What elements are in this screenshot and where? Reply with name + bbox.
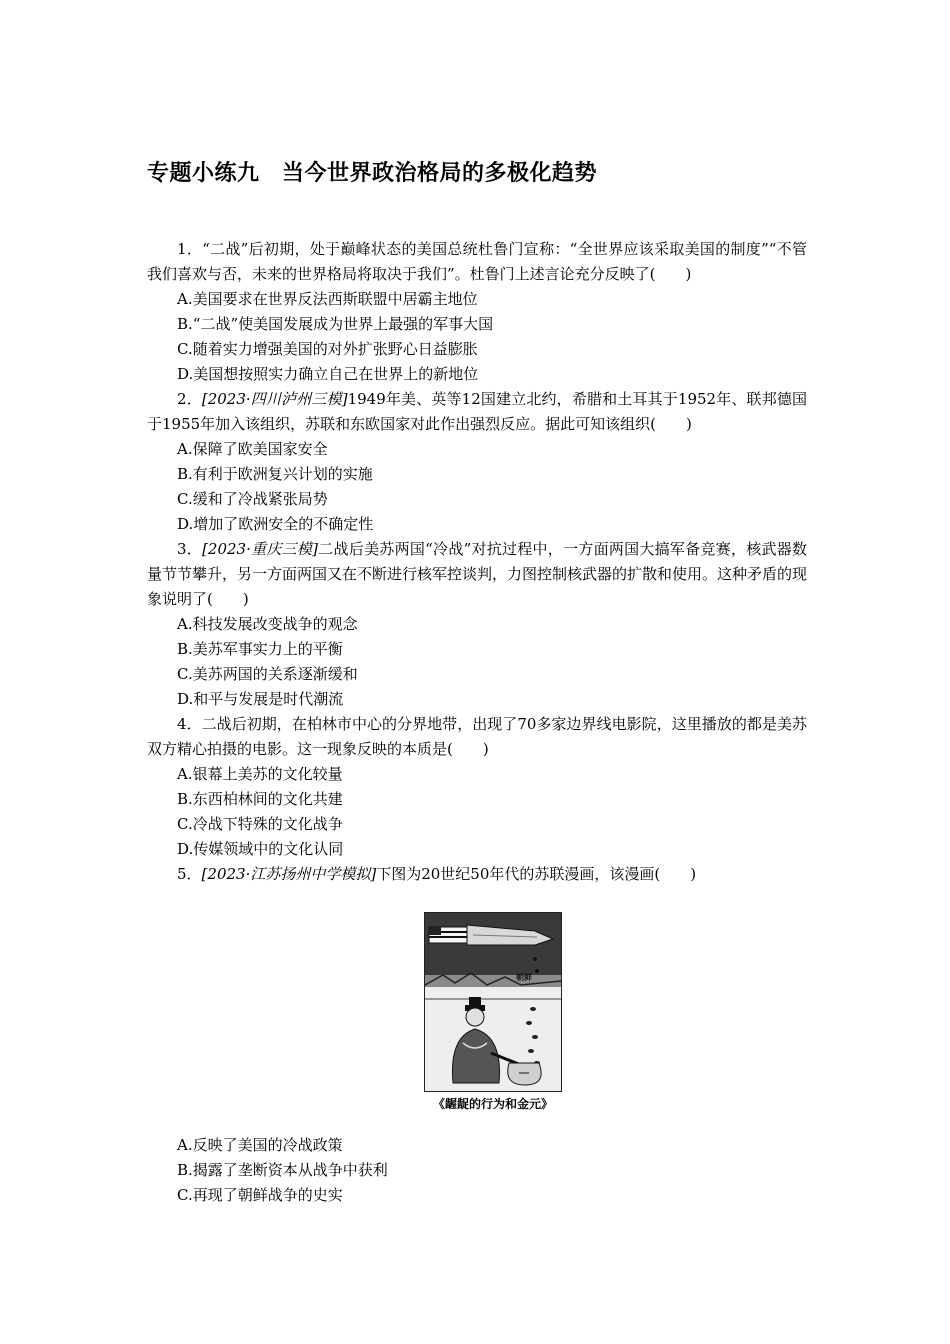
question-3 — [147, 537, 807, 612]
option-a: A.反映了美国的冷战政策 — [177, 1136, 343, 1154]
question-number: 3． — [177, 540, 203, 558]
question-source: [2023·江苏扬州中学模拟] — [201, 865, 377, 883]
option-a: A.美国要求在世界反法西斯联盟中居霸主地位 — [177, 290, 478, 308]
option-a: A.科技发展改变战争的观念 — [177, 615, 358, 633]
question-4 — [147, 712, 807, 762]
question-5-options — [147, 1133, 807, 1208]
option-a: A.银幕上美苏的文化较量 — [177, 765, 343, 783]
question-1 — [147, 237, 807, 287]
option-b: B.揭露了垄断资本从战争中获利 — [177, 1161, 388, 1179]
option-d: D.美国想按照实力确立自己在世界上的新地位 — [177, 365, 479, 383]
question-stem: 下图为20世纪50年代的苏联漫画，该漫画( ) — [376, 865, 697, 883]
option-c: C.美苏两国的关系逐渐缓和 — [177, 665, 358, 683]
question-stem: 二战后初期，在柏林市中心的分界地带，出现了70多家边界线电影院，这里播放的都是美苏双方精心拍摄的电影。这一现象反映的本质是( ) — [147, 715, 808, 758]
question-number: 1． — [177, 240, 203, 258]
cartoon-image — [424, 912, 562, 1092]
option-c: C.再现了朝鲜战争的史实 — [177, 1186, 343, 1204]
cartoon-caption: 《龌龊的行为和金元》 — [432, 1097, 553, 1111]
question-number: 4． — [177, 715, 202, 733]
option-b: B.有利于欧洲复兴计划的实施 — [177, 465, 373, 483]
option-c: C.缓和了冷战紧张局势 — [177, 490, 328, 508]
option-b: B.美苏军事实力上的平衡 — [177, 640, 343, 658]
question-number: 5． — [177, 865, 202, 883]
option-d: D.和平与发展是时代潮流 — [177, 690, 344, 708]
question-2 — [147, 387, 807, 437]
question-stem: 1949年美、英等12国建立北约，希腊和土耳其于1952年、联邦德国于1955年加入该组织，苏联和东欧国家对此作出强烈反应。据此可知该组织( ) — [147, 390, 807, 433]
question-source: [2023·重庆三模] — [202, 540, 319, 558]
option-c: C.随着实力增强美国的对外扩张野心日益膨胀 — [177, 340, 478, 358]
option-d: D.增加了欧洲安全的不确定性 — [177, 515, 374, 533]
questions-section — [147, 237, 807, 887]
page-title: 专题小练九 当今世界政治格局的多极化趋势 — [147, 161, 598, 186]
option-b: B.“二战”使美国发展成为世界上最强的军事大国 — [177, 315, 494, 333]
question-5 — [147, 862, 807, 887]
option-d: D.传媒领域中的文化认同 — [177, 840, 344, 858]
question-source: [2023·四川泸州三模] — [201, 390, 348, 408]
question-stem: 二战后美苏两国“冷战”对抗过程中，一方面两国大搞军备竞赛，核武器数量节节攀升，另一方面两国又在不断进行核军控谈判，力图控制核武器的扩散和使用。这种矛盾的现象说明了( ) — [147, 540, 808, 608]
cartoon-label: 朝鲜 — [516, 972, 532, 982]
option-b: B.东西柏林间的文化共建 — [177, 790, 343, 808]
question-stem: “二战”后初期，处于巅峰状态的美国总统杜鲁门宣称：“全世界应该采取美国的制度”“不管我们喜欢与否，未来的世界格局将取决于我们”。杜鲁门上述言论充分反映了( ) — [147, 240, 807, 283]
question-number: 2． — [177, 390, 202, 408]
option-c: C.冷战下特殊的文化战争 — [177, 815, 343, 833]
option-a: A.保障了欧美国家安全 — [177, 440, 328, 458]
